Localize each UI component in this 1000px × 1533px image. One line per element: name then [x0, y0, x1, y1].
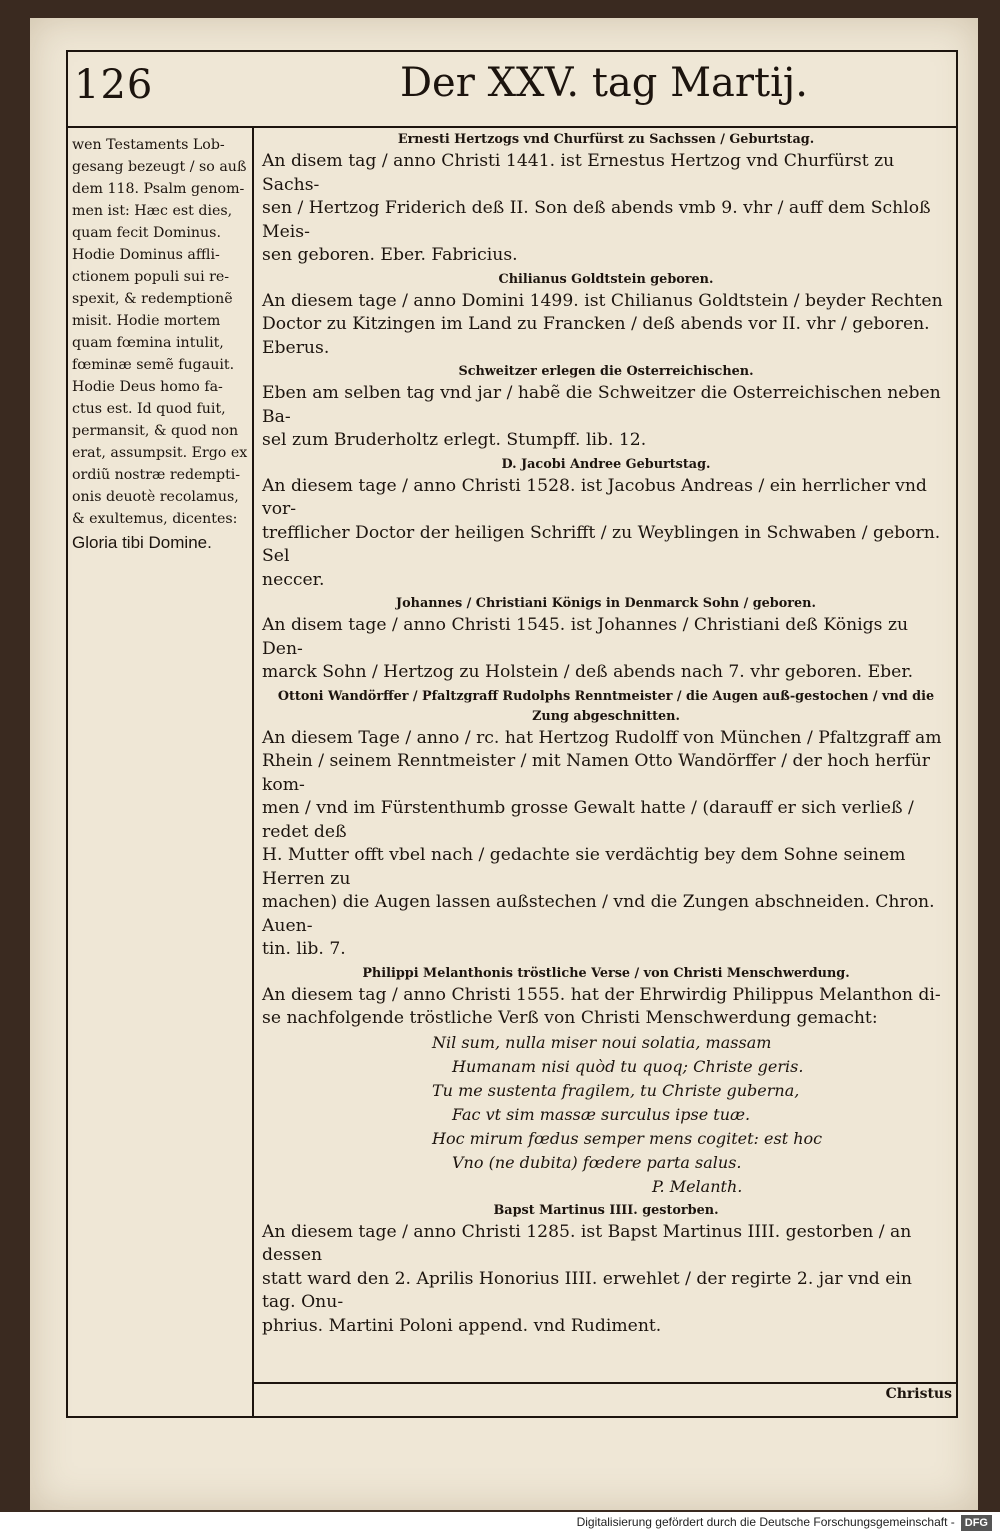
poem: [432, 1031, 950, 1199]
entry-line: sel zum Bruderholtz erlegt. Stumpff. lib. 12.: [262, 430, 647, 450]
entry-line: An diesem tag / anno Christi 1555. hat der Ehrwirdig Philippus Melanthon di-: [262, 984, 941, 1005]
entry-line: statt ward den 2. Aprilis Honorius IIII. erwehlet / der regirte 2. jar vnd ein tag. Onu-: [262, 1268, 913, 1312]
entry: [262, 270, 950, 361]
dfg-logo: DFG: [961, 1515, 992, 1531]
poem-signature: P. Melanth.: [652, 1176, 743, 1196]
margin-note-line: fœminæ semẽ fugauit.: [72, 357, 235, 373]
entry-line: neccer.: [262, 569, 325, 590]
entry-line: H. Mutter offt vbel nach / gedachte sie verdächtig bey dem Sohne seinem Herren zu: [262, 845, 906, 889]
entry-heading: Schweitzer erlegen die Osterreichischen.: [458, 364, 754, 379]
margin-note-line: gesang bezeugt / so auß: [72, 159, 247, 175]
entry-heading: Ernesti Hertzogs vnd Churfürst zu Sachssen / Geburtstag.: [397, 132, 815, 147]
entry-line: men / vnd im Fürstenthumb grosse Gewalt hatte / (darauff er sich verließ / redet deß: [262, 798, 914, 842]
poem-line: Hoc mirum fœdus semper mens cogitet: est hoc: [432, 1128, 823, 1148]
margin-note-line: misit. Hodie mortem: [72, 313, 221, 329]
entry-heading: Chilianus Goldtstein geboren.: [498, 271, 714, 287]
entry-line: tin. lib. 7.: [262, 939, 346, 959]
entry-line: sen / Hertzog Friderich deß II. Son deß abends vmb 9. vhr / auff dem Schloß Meis-: [262, 198, 931, 242]
margin-note-line: permansit, & quod non: [72, 423, 239, 439]
entry-line: phrius. Martini Poloni append. vnd Rudiment.: [262, 1315, 662, 1336]
margin-note-line: Hodie Deus homo fa-: [72, 379, 223, 395]
entry-heading: Bapst Martinus IIII. gestorben.: [493, 1202, 719, 1218]
entry-heading: D. Jacobi Andree Geburtstag.: [501, 456, 711, 472]
entry-line: se nachfolgende tröstliche Verß von Christi Menschwerdung gemacht:: [262, 1008, 878, 1028]
running-title: Der XXV. tag Martij.: [399, 60, 808, 106]
entry-line: Rhein / seinem Renntmeister / mit Namen Otto Wandörffer / der hoch herfür kom-: [262, 751, 930, 795]
entry-line: Doctor zu Kitzingen im Land zu Francken / deß abends vor II. vhr / geboren. Eberus.: [262, 314, 930, 358]
margin-note-line: erat, assumpsit. Ergo ex: [72, 445, 248, 461]
margin-note-line: ordiũ nostræ redempti-: [72, 467, 241, 483]
poem-line: Vno (ne dubita) fœdere parta salus.: [452, 1152, 742, 1172]
entry: [262, 455, 950, 593]
footer-rule: [252, 1382, 956, 1384]
poem-line: Nil sum, nulla miser noui solatia, massam: [432, 1032, 772, 1052]
entry-line: An diesem Tage / anno / rc. hat Hertzog Rudolff von München / Pfaltzgraff am: [262, 727, 942, 748]
margin-note-line: onis deuotè recolamus,: [72, 489, 239, 505]
margin-note-line: wen Testaments Lob-: [72, 137, 225, 153]
entry-heading: Ottoni Wandörffer / Pfaltzgraff Rudolphs Renntmeister / die Augen auß-gestochen / vnd die Zung abgeschnitten.: [277, 688, 935, 724]
entry-line: marck Sohn / Hertzog zu Holstein / deß abends nach 7. vhr geboren. Eber.: [262, 662, 914, 682]
margin-note-line: Hodie Dominus affli-: [72, 247, 220, 263]
entry-line: An diesem tage / anno Christi 1528. ist Jacobus Andreas / ein herrlicher vnd vor-: [262, 475, 927, 519]
digitization-footer: [0, 1512, 1000, 1533]
poem-line: Tu me sustenta fragilem, tu Christe guberna,: [432, 1080, 800, 1100]
entry-line: Eben am selben tag vnd jar / habẽ die Schweitzer die Osterreichischen neben Ba-: [262, 383, 941, 427]
entry: [262, 130, 950, 268]
poem-line: Humanam nisi quòd tu quoq; Christe geris.: [452, 1056, 804, 1076]
column-divider: [252, 126, 254, 1416]
margin-note-closing: Gloria tibi Domine.: [72, 533, 212, 552]
margin-note: [72, 134, 250, 554]
margin-note-line: ctus est. Id quod fuit,: [72, 401, 226, 417]
poem-line: Fac vt sim massæ surculus ipse tuæ.: [452, 1104, 751, 1124]
entry: [262, 362, 950, 453]
margin-note-line: dem 118. Psalm genom-: [72, 181, 245, 197]
catchword: Christus: [885, 1386, 952, 1402]
margin-note-line: quam fecit Dominus.: [72, 225, 221, 241]
main-text-column: [262, 128, 950, 1338]
margin-note-line: men ist: Hæc est dies,: [72, 203, 233, 219]
entry-heading: Johannes / Christiani Königs in Denmarck Sohn / geboren.: [396, 596, 816, 611]
entry-line: An disem tag / anno Christi 1441. ist Ernestus Hertzog vnd Churfürst zu Sachs-: [262, 151, 895, 195]
margin-note-line: & exultemus, dicentes:: [72, 511, 238, 527]
entry-line: trefflicher Doctor der heiligen Schrifft / zu Weyblingen in Schwaben / geborn. Sel: [262, 522, 941, 566]
margin-note-line: spexit, & redemptionẽ: [72, 291, 233, 307]
entry: [262, 687, 950, 962]
entry-line: machen) die Augen lassen außstechen / vnd die Zungen abschneiden. Chron. Auen-: [262, 892, 935, 936]
footer-text: Digitalisierung gefördert durch die Deutsche Forschungsgemeinschaft -: [576, 1515, 955, 1529]
entry-line: An diesem tage / anno Christi 1285. ist Bapst Martinus IIII. gestorben / an dessen: [262, 1221, 912, 1265]
entry-heading: Philippi Melanthonis tröstliche Verse / von Christi Menschwerdung.: [362, 965, 850, 981]
entry: [262, 964, 950, 1199]
book-page: [30, 18, 978, 1510]
entry: [262, 594, 950, 685]
margin-note-line: quam fœmina intulit,: [72, 335, 224, 351]
entry-line: An disem tage / anno Christi 1545. ist Johannes / Christiani deß Königs zu Den-: [262, 615, 909, 659]
page-frame: [66, 50, 958, 1418]
page-number: 126: [74, 62, 154, 108]
margin-note-line: ctionem populi sui re-: [72, 269, 230, 285]
entry: [262, 1201, 950, 1339]
margin-note-lines: [72, 134, 250, 530]
entry-line: sen geboren. Eber. Fabricius.: [262, 245, 518, 265]
entry-line: An diesem tage / anno Domini 1499. ist Chilianus Goldtstein / beyder Rechten: [262, 290, 943, 311]
